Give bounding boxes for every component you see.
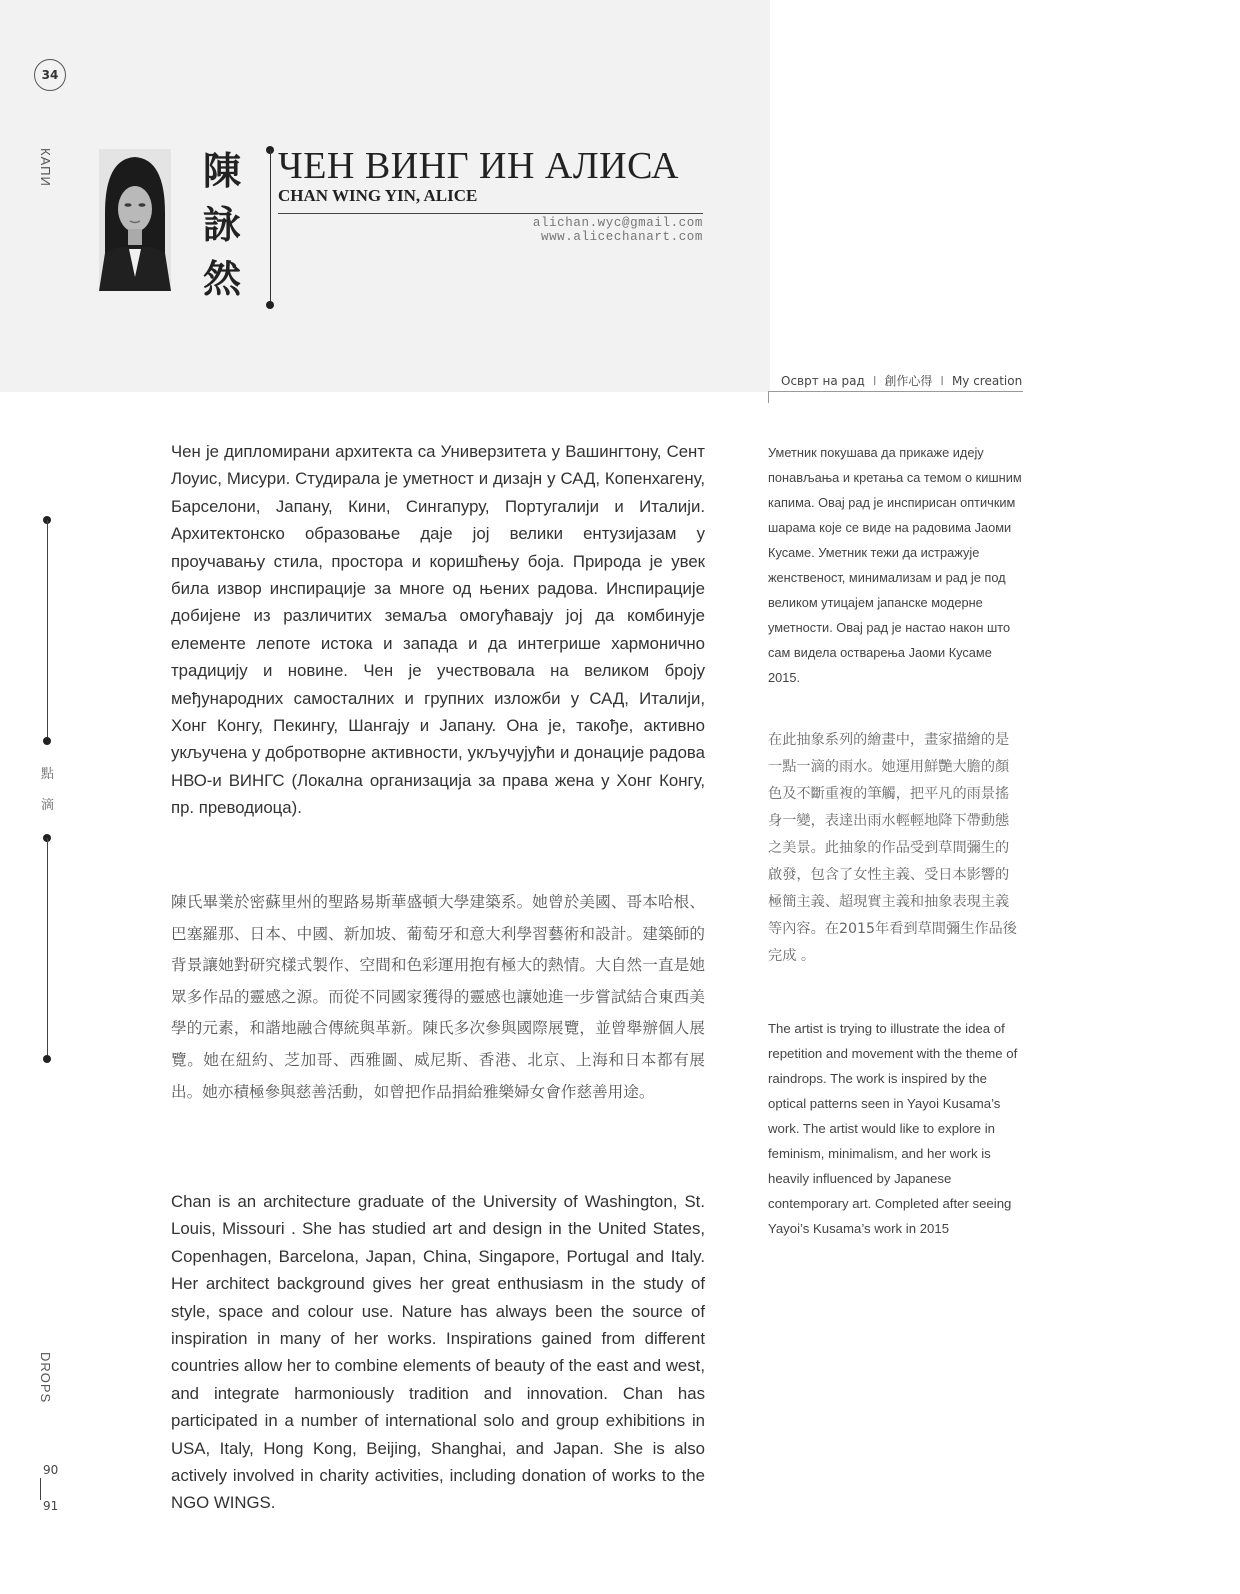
- contact-info: [533, 216, 703, 244]
- title-underline: [278, 213, 703, 214]
- timeline-line: [47, 520, 48, 740]
- timeline-dot: [43, 737, 51, 745]
- name-divider-line: [270, 150, 271, 304]
- section-label-drops: DROPS: [38, 1352, 53, 1404]
- creation-english: The artist is trying to illustrate the idea of repetition and movement with the theme of raindrops. The work is inspired by the optical patterns seen in Yayoi Kusama’s work. The artist would like to explore in feminism, minimalism, and her work is heavily influenced by Japanese contemporary art. Completed after seeing Yayoi’s Kusama’s work in 2015: [768, 1021, 1018, 1236]
- tab-chinese: 創作心得: [884, 374, 933, 388]
- section-label-cjk-1: 點: [41, 767, 55, 782]
- bio-english: Chan is an architecture graduate of the University of Washington, St. Louis, Missouri . She has studied art and design in the United States, Copenhagen, Barcelona, Japan, China, Singapore, Portugal and Italy. Her architect background gives her great enthusiasm in the study of style, space and colour use. Nature has always been the source of inspiration in many of her works. Inspirations gained from different countries allow her to combine elements of beauty of the east and west, and integrate harmoniously tradition and innovation. Chan has participated in a number of international solo and group exhibitions in USA, Italy, Hong Kong, Beijing, Shanghai, and Japan. She is also actively involved in charity activities, including donation of works to the NGO WINGS.: [171, 1192, 705, 1513]
- name-line-dot-bottom: [266, 301, 274, 309]
- spread-page-left: 90: [43, 1463, 59, 1477]
- name-cjk-char: 然: [202, 256, 241, 301]
- tab-english: My creation: [951, 374, 1023, 388]
- page-number-badge: 34: [34, 59, 66, 91]
- artist-name-cyrillic: ЧЕН ВИНГ ИН АЛИСА: [278, 145, 679, 187]
- timeline-dot: [43, 1055, 51, 1063]
- email-link[interactable]: alichan.wyc@gmail.com: [532, 216, 703, 230]
- section-tabs: Осврт на рад I 創作心得 I My creation: [781, 374, 1023, 388]
- section-label-cjk-2: 滴: [41, 798, 55, 813]
- creation-serbian: Уметник покушава да прикаже идеју понављања и кретања са темом о кишним капима. Овај рад је инспирисан оптичким шарама које се виде на радовима Јаоми Кусаме. Уметник тежи да истражује женственост, минимализам и рад је под великом утицајем јапанске модерне уметности. Овај рад је настао након што сам видела остварења Јаоми Кусаме 2015.: [768, 445, 1022, 685]
- website-link[interactable]: www.alicechanart.com: [540, 230, 703, 244]
- artist-name-cjk: [200, 144, 244, 306]
- name-cjk-char: 陳: [202, 148, 241, 193]
- timeline-line: [47, 838, 48, 1058]
- tab-serbian: Осврт на рад: [781, 374, 865, 388]
- name-cjk-char: 詠: [202, 202, 241, 247]
- tabs-underline: [768, 391, 1023, 392]
- artist-portrait: [99, 149, 171, 291]
- tabs-tick: [768, 391, 769, 403]
- spread-divider: [40, 1478, 41, 1500]
- spread-page-right: 91: [43, 1499, 59, 1513]
- creation-chinese: 在此抽象系列的繪畫中，畫家描繪的是一點一滴的雨水。她運用鮮艷大膽的顏色及不斷重複的筆觸，把平凡的雨景搖身一變，表達出雨水輕輕地降下帶動態之美景。此抽象的作品受到草間彌生的啟發，包含了女性主義、受日本影響的極簡主義、超現實主義和抽象表現主義等內容。在2015年看到草間彌生作品後完成 。: [768, 732, 1017, 964]
- bio-serbian: Чен је дипломирани архитекта са Универзитета у Вашингтону, Сент Лоуис, Мисури. Студирала је уметност и дизајн у САД, Копенхагену, Барселони, Јапану, Кини, Сингапуру, Португалији и Италији. Архитектонско образовање даје јој велики ентузијазам у проучавању стила, простора и коришћењу боја. Природа је увек била извор инспирације за многе од њених радова. Инспирације добијене из различитих земаља омогућавају јој да комбинује елементе лепоте истока и запада и да интегрише хармонично традицију и новине. Чен је учествовала на великом броју међународних самосталних и групних изложби у САД, Италији, Хонг Конгу, Пекингу, Шангају и Јапану. Она је, такође, активно укључена у добротворне активности, укључујући и донације радова НВО-и ВИНГС (Локална организација за права жена у Хонг Конгу, пр. преводиоца).: [171, 442, 705, 818]
- section-label-kapi: КАПИ: [38, 148, 53, 187]
- bio-chinese: 陳氏畢業於密蘇里州的聖路易斯華盛頓大學建築系。她曾於美國、哥本哈根、巴塞羅那、日本、中國、新加坡、葡萄牙和意大利學習藝術和設計。建築師的背景讓她對研究樣式製作、空間和色彩運用抱有極大的熱情。大自然一直是她眾多作品的靈感之源。而從不同國家獲得的靈感也讓她進一步嘗試結合東西美學的元素，和諧地融合傳統與革新。陳氏多次參與國際展覽，並曾舉辦個人展覽。她在紐約、芝加哥、西雅圖、威尼斯、香港、北京、上海和日本都有展出。她亦積極參與慈善活動，如曾把作品捐給雅樂婦女會作慈善用途。: [171, 893, 705, 1101]
- artist-name-latin: CHAN WING YIN, ALICE: [278, 186, 478, 205]
